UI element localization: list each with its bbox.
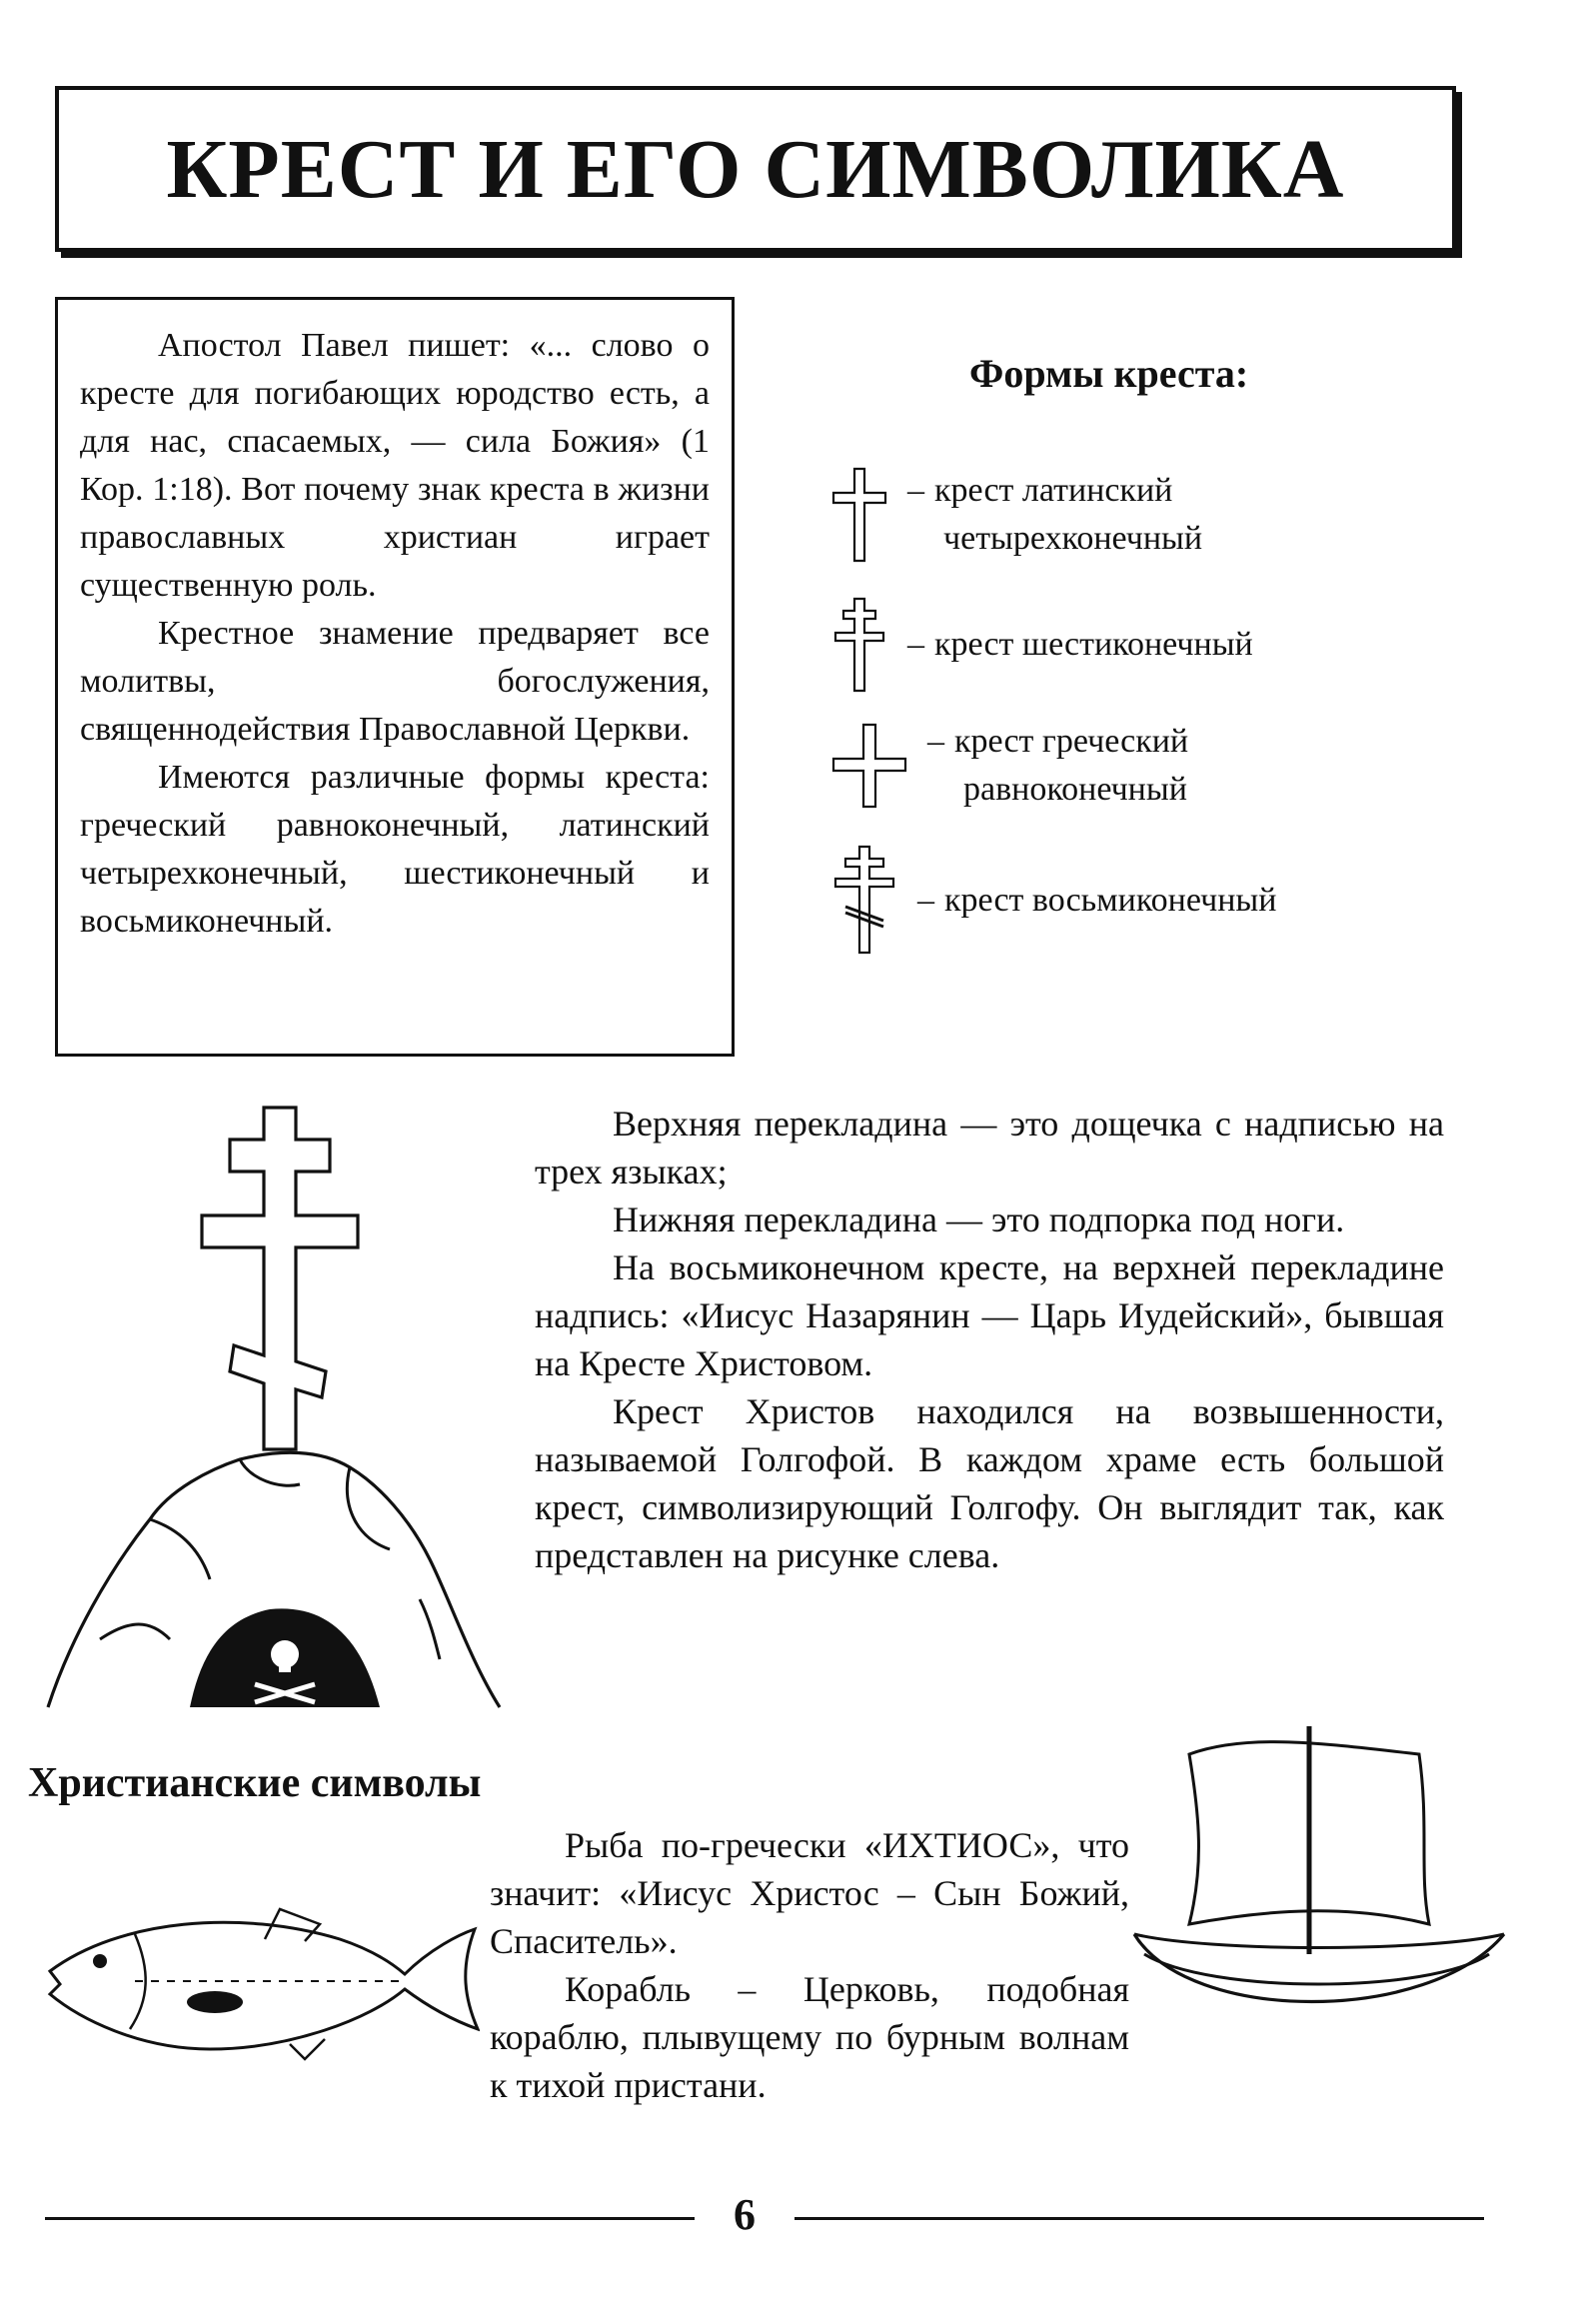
form-label-line1: крест восьмиконечный (944, 882, 1277, 919)
form-item-latin (829, 465, 1202, 565)
footer-rule-left (45, 2217, 695, 2220)
form-label-line1: крест латинский (934, 472, 1173, 509)
cross-paragraph: Нижняя перекладина — это подпорка под ноги. (613, 1199, 1345, 1239)
symbols-paragraph: Рыба по-гречески «ИХТИОС», что значит: «Иисус Христос – Сын Божий, Спаситель». (490, 1825, 1129, 1961)
forms-title: Формы креста: (969, 351, 1249, 396)
ship-illustration (1129, 1724, 1509, 2044)
form-dash: – (927, 723, 944, 760)
golgotha-cross-illustration (40, 1100, 520, 1739)
greek-cross-icon (829, 721, 909, 811)
intro-paragraph: Имеются различные формы креста: греческий равноконечный, латинский четырехконечный, шестиконечный и восьмиконечный. (80, 759, 710, 940)
footer-rule-right (795, 2217, 1484, 2220)
title-box (55, 86, 1456, 252)
six-pointed-cross-icon (829, 595, 889, 695)
intro-box (55, 297, 735, 1057)
form-item-six (829, 595, 1253, 695)
symbols-paragraph: Корабль – Церковь, подобная кораблю, плывущему по бурным волнам к тихой пристани. (490, 1969, 1129, 2105)
fish-illustration (40, 1899, 480, 2069)
page-number: 6 (734, 2190, 756, 2239)
form-dash: – (907, 472, 924, 509)
form-label (907, 467, 1202, 563)
cross-paragraph: Крест Христов находился на возвышенности, называемой Голгофой. В каждом храме есть большой крест, символизирующий Голгофу. Он выглядит так, как представлен на рисунке слева. (535, 1391, 1444, 1575)
eight-pointed-cross-icon (829, 845, 899, 957)
form-item-greek (829, 718, 1188, 814)
page-title: КРЕСТ И ЕГО СИМВОЛИКА (166, 122, 1345, 216)
form-label-line1: крест греческий (954, 723, 1189, 760)
cross-paragraph: На восьмиконечном кресте, на верхней перекладине надпись: «Иисус Назарянин — Царь Иудейский», бывшая на Кресте Христовом. (535, 1247, 1444, 1383)
form-label (907, 621, 1253, 669)
form-label (917, 877, 1276, 925)
symbols-heading: Христианские символы (28, 1760, 482, 1806)
intro-paragraph: Крестное знамение предваряет все молитвы, богослужения, священнодействия Православной Церкви. (80, 615, 710, 748)
cross-explanation (535, 1100, 1444, 1579)
intro-paragraph: Апостол Павел пишет: «... слово о кресте для погибающих юродство есть, а для нас, спасаемых, — сила Божия» (1 Кор. 1:18). Вот почему знак креста в жизни православных христиан играет существенную роль. (80, 327, 710, 604)
form-dash: – (907, 626, 924, 663)
form-label (927, 718, 1188, 814)
cross-paragraph: Верхняя перекладина — это дощечка с надписью на трех языках; (535, 1104, 1444, 1191)
form-label-line2: равноконечный (963, 771, 1187, 808)
form-item-eight (829, 845, 1276, 957)
form-label-line2: четырехконечный (943, 520, 1203, 557)
form-dash: – (917, 882, 934, 919)
latin-cross-icon (829, 465, 889, 565)
form-label-line1: крест шестиконечный (934, 626, 1253, 663)
symbols-text (490, 1821, 1129, 2109)
